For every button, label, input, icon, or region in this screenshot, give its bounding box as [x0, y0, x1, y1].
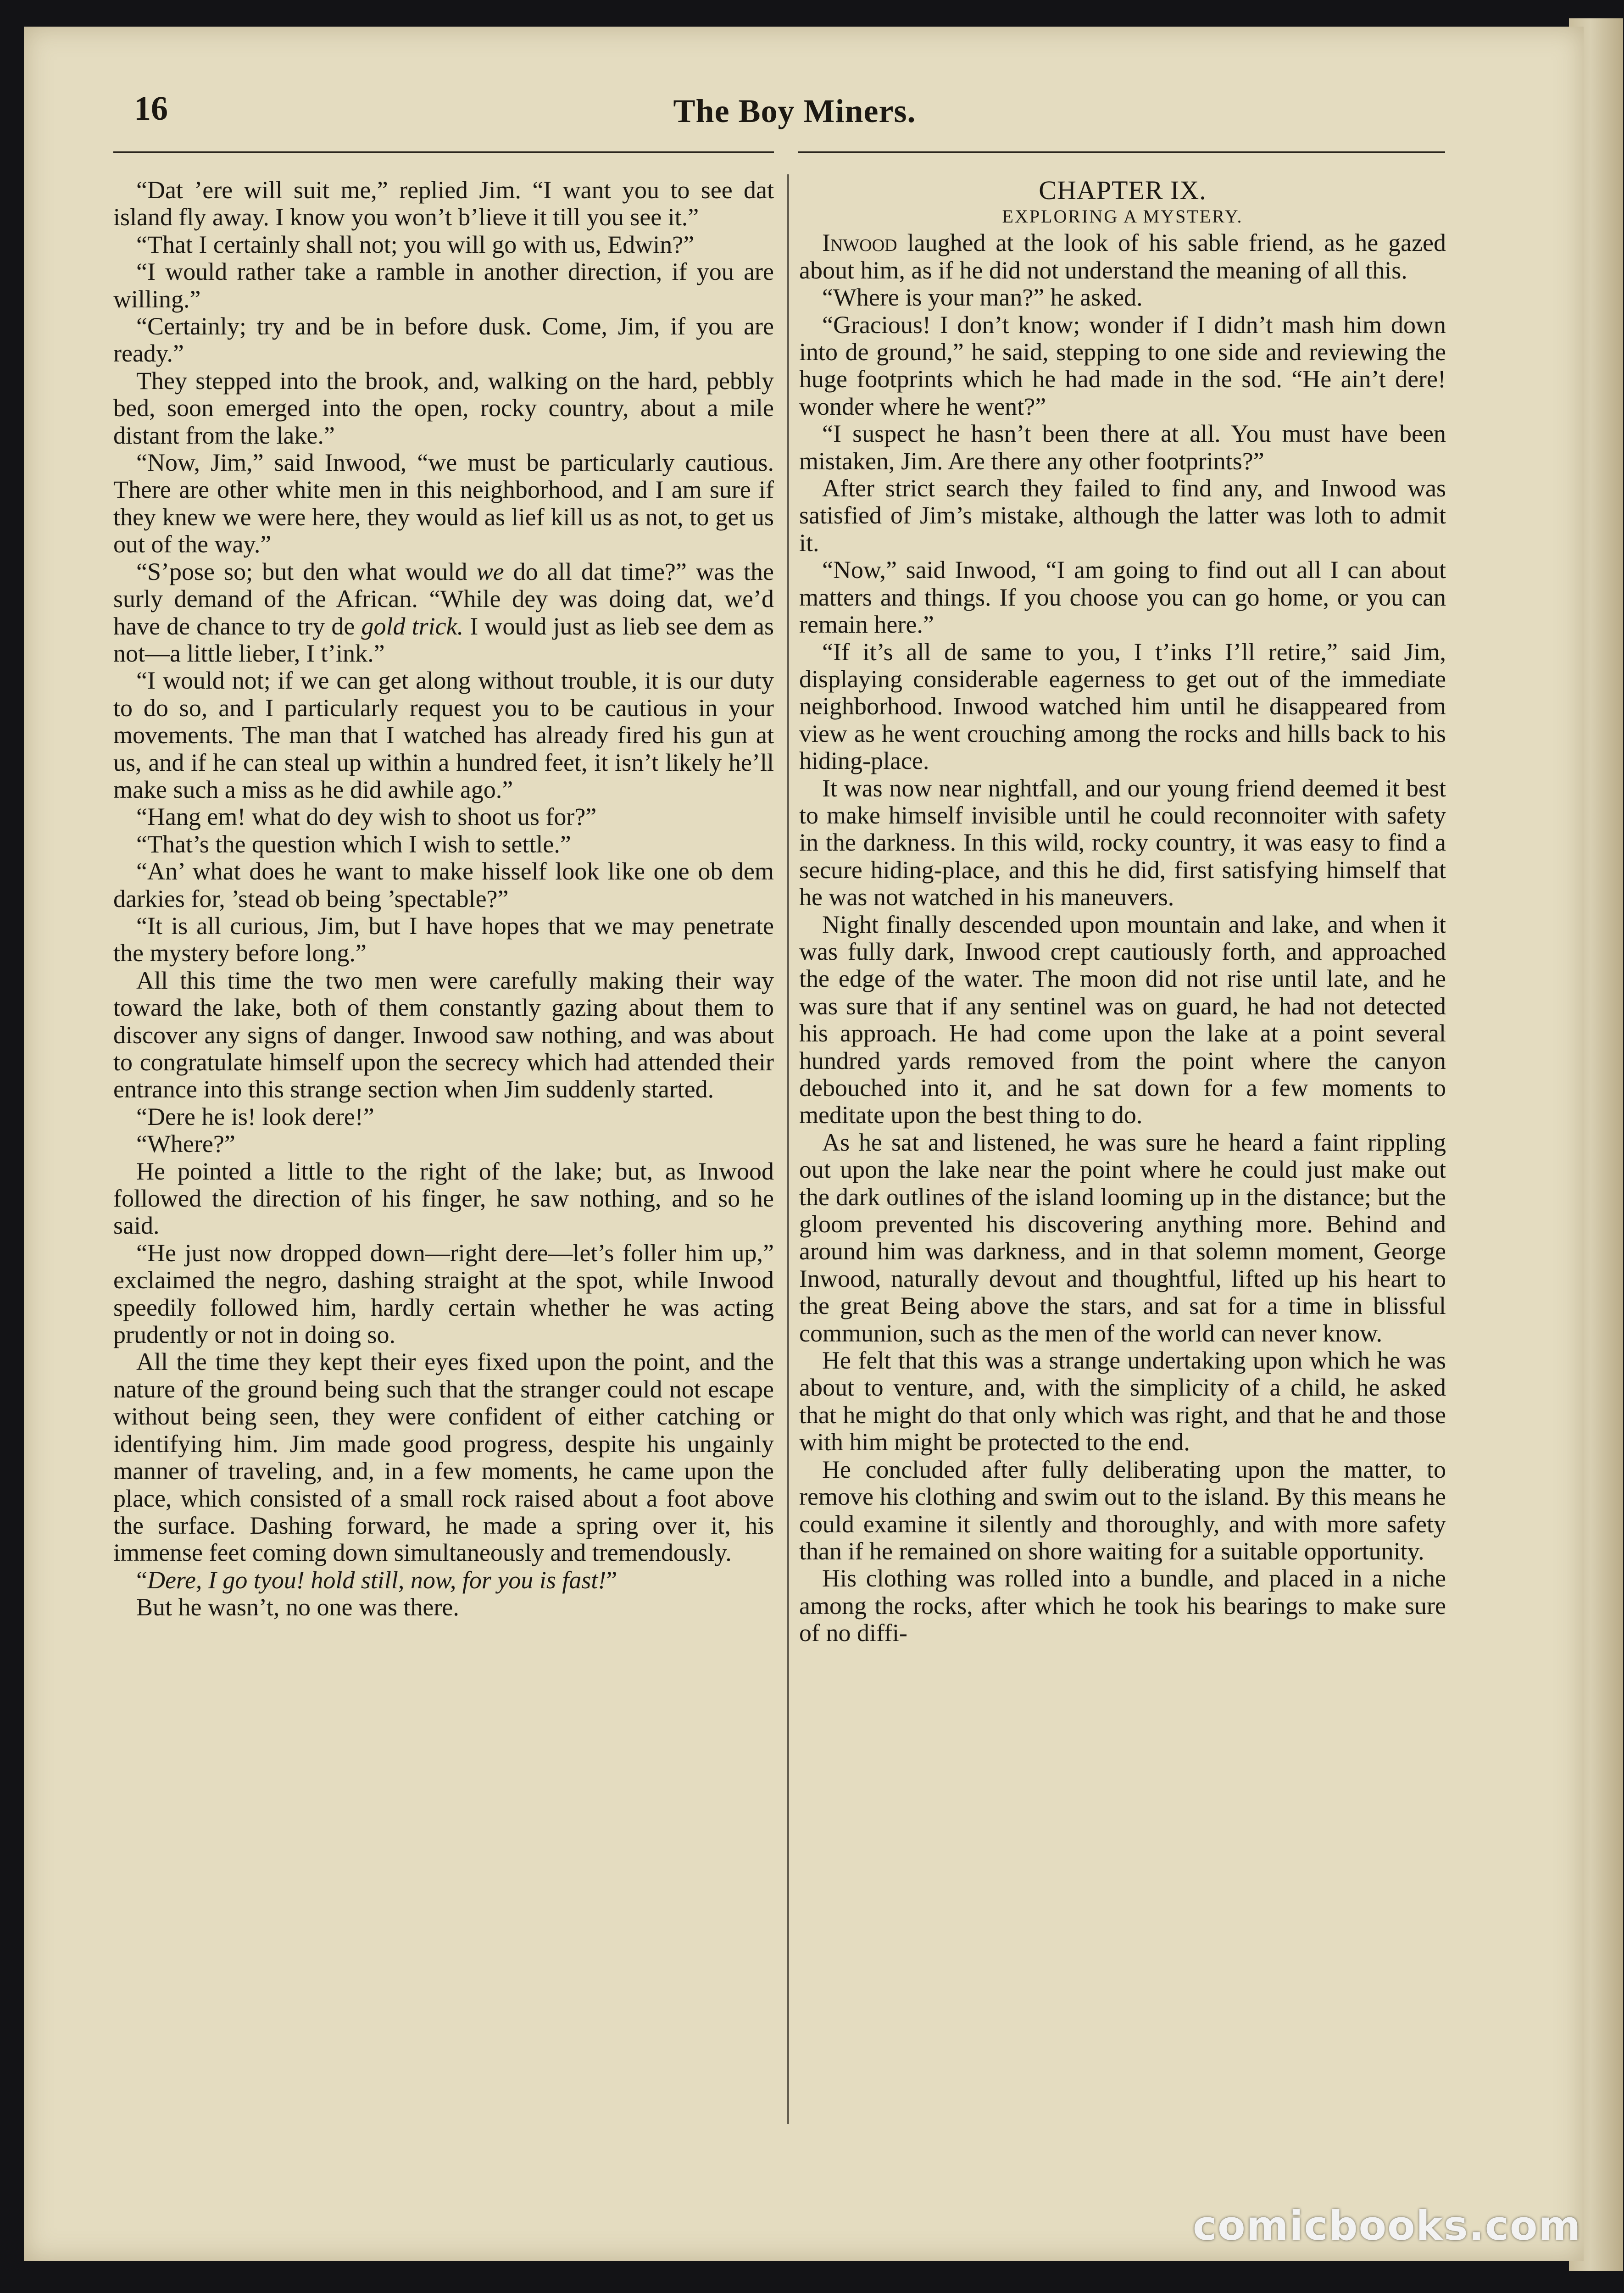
paragraph: As he sat and listened, he was sure he heard a faint rippling out upon the lake near the point where he could just make out the dark outlines of the island looming up in the distance; but the gloom prevented his discovering anything more. Behind and around him was darkness, and in that solemn moment, George Inwood, naturally devout and thoughtful, lifted up his heart to the great Being above the stars, and sat for a time in blissful communion, such as the men of the world can never know. — [799, 1128, 1446, 1347]
page-header — [134, 89, 1455, 140]
page-number: 16 — [134, 90, 168, 128]
paragraph: “It is all curious, Jim, but I have hopes that we may penetrate the mystery before long.” — [113, 912, 774, 967]
paragraph: “That I certainly shall not; you will go with us, Edwin?” — [136, 230, 695, 258]
paragraph: “Where?” — [136, 1130, 235, 1158]
paragraph-text: “S’pose so; but den what would — [136, 557, 477, 585]
header-rule — [113, 151, 774, 153]
paragraph-text: do all dat time?” was the surly demand of the African. “While dey was doing dat, we’d have de chance to try de — [113, 557, 774, 640]
paragraph: “That’s the question which I wish to settle.” — [136, 830, 571, 858]
header-rule — [798, 151, 1445, 153]
paragraph: “Now,” said Inwood, “I am going to find out all I can about matters and things. If you choose you can go home, or you can remain here.” — [799, 556, 1446, 639]
paragraph: He concluded after fully deliberating upon the matter, to remove his clothing and swim out to the island. By this means he could examine it silently and thoroughly, and with more safety than if he remained on shore waiting for a suitable opportunity. — [799, 1455, 1446, 1565]
paragraph: But he wasn’t, no one was there. — [136, 1593, 459, 1621]
paragraph — [113, 1567, 774, 1594]
paragraph: They stepped into the brook, and, walking on the hard, pebbly bed, soon emerged into the open, rocky country, about a mile distant from the lake.” — [113, 367, 774, 449]
paragraph — [799, 229, 1446, 284]
paragraph: His clothing was rolled into a bundle, and placed in a niche among the rocks, after which he took his bearings to make sure of no diffi- — [799, 1564, 1446, 1647]
paragraph — [113, 558, 774, 668]
paragraph: Night finally descended upon mountain and lake, and when it was fully dark, Inwood crept cautiously forth, and approached the edge of the water. The moon did not rise until late, and he was sure that if any sentinel was on guard, he had not detected his approach. He had come upon the lake at a point several hundred yards removed from the point where the canyon debouched into it, and he sat down for a few moments to meditate upon the best thing to do. — [799, 910, 1446, 1129]
column-divider — [787, 174, 789, 2124]
paragraph: “Dat ’ere will suit me,” replied Jim. “I want you to see dat island fly away. I know you won’t b’lieve it till you see it.” — [113, 176, 774, 231]
paragraph: “I suspect he hasn’t been there at all. You must have been mistaken, Jim. Are there any other footprints?” — [799, 420, 1446, 475]
paragraph: He felt that this was a strange undertaking upon which he was about to venture, and, with the simplicity of a child, he asked that he might do that only which was right, and that he and those with him might be protected to the end. — [799, 1347, 1446, 1456]
lead-word: Inwood — [822, 229, 897, 257]
paragraph: “Dere he is! look dere!” — [136, 1102, 374, 1130]
running-title: The Boy Miners. — [673, 93, 916, 129]
paragraph: “He just now dropped down—right dere—let’s foller him up,” exclaimed the negro, dashing straight at the spot, while Inwood speedily followed him, hardly certain whether he was acting prudently or not in doing so. — [113, 1239, 774, 1349]
paragraph: All this time the two men were carefully making their way toward the lake, both of them constantly gazing about them to discover any signs of danger. Inwood saw nothing, and was about to congratulate himself upon the secrecy which had attended their entrance into this strange section when Jim suddenly started. — [113, 966, 774, 1103]
paragraph: “An’ what does he want to make hisself look like one ob dem darkies for, ’stead ob being ’spectable?” — [113, 857, 774, 913]
paragraph: “Where is your man?” he asked. — [822, 284, 1143, 312]
emphasis: we — [476, 557, 504, 585]
paragraph: He pointed a little to the right of the lake; but, as Inwood followed the direction of his finger, he saw nothing, and so he said. — [113, 1157, 774, 1240]
paragraph-text: ” — [606, 1566, 617, 1594]
watermark: comicbooks.com — [1193, 2202, 1582, 2249]
paragraph-text: “ — [136, 1566, 147, 1594]
paragraph: “Now, Jim,” said Inwood, “we must be particularly cautious. There are other white men in this neighborhood, and I am sure if they knew we were here, they would as lief kill us as not, to get us out of the way.” — [113, 449, 774, 558]
paragraph: “Hang em! what do dey wish to shoot us for?” — [136, 803, 597, 831]
left-column — [113, 177, 774, 1621]
paragraph-text: I would just as lieb see dem as not—a little lieber, I t’ink.” — [113, 612, 774, 667]
paragraph: “I would not; if we can get along without trouble, it is our duty to do so, and I particularly request you to be cautious in your movements. The man that I watched has already fired his gun at us, and if he can steal up within a hundred feet, it isn’t likely he’ll make such a miss as he did awhile ago.” — [113, 667, 774, 803]
paragraph: “Gracious! I don’t know; wonder if I didn’t mash him down into de ground,” he said, stepping to one side and reviewing the huge footprints which he had made in the sod. “He ain’t dere! wonder where he went?” — [799, 311, 1446, 420]
emphasis: gold trick. — [361, 612, 464, 640]
chapter-number: CHAPTER IX. — [1039, 175, 1207, 205]
paragraph-text: laughed at the look of his sable friend, as he gazed about him, as if he did not understand the meaning of all this. — [799, 229, 1446, 284]
paragraph: “I would rather take a ramble in another direction, if you are willing.” — [113, 258, 774, 313]
chapter-subtitle: EXPLORING A MYSTERY. — [1002, 206, 1243, 227]
paragraph: After strict search they failed to find any, and Inwood was satisfied of Jim’s mistake, although the latter was loth to admit it. — [799, 474, 1446, 557]
paragraph: All the time they kept their eyes fixed upon the point, and the nature of the ground being such that the stranger could not escape without being seen, they were confident of either catching or identifying him. Jim made good progress, despite his ungainly manner of traveling, and, in a few moments, he came upon the place, which consisted of a small rock raised about a foot above the surface. Dashing forward, he made a spring over it, his immense feet coming down simultaneously and tremendously. — [113, 1348, 774, 1567]
paragraph: “Certainly; try and be in before dusk. Come, Jim, if you are ready.” — [113, 312, 774, 367]
paragraph: “If it’s all de same to you, I t’inks I’ll retire,” said Jim, displaying considerable eagerness to get out of the immediate neighborhood. Inwood watched him until he disappeared from view as he went crouching among the rocks and hills back to his hiding-place. — [799, 638, 1446, 775]
right-column — [799, 177, 1446, 1647]
emphasis: Dere, I go tyou! hold still, now, for you is fast! — [147, 1566, 606, 1594]
paragraph: It was now near nightfall, and our young friend deemed it best to make himself invisible until he could reconnoiter with safety in the darkness. In this wild, rocky country, it was easy to find a secure hiding-place, and this he did, first satisfying himself that he was not watched in his maneuvers. — [799, 774, 1446, 911]
